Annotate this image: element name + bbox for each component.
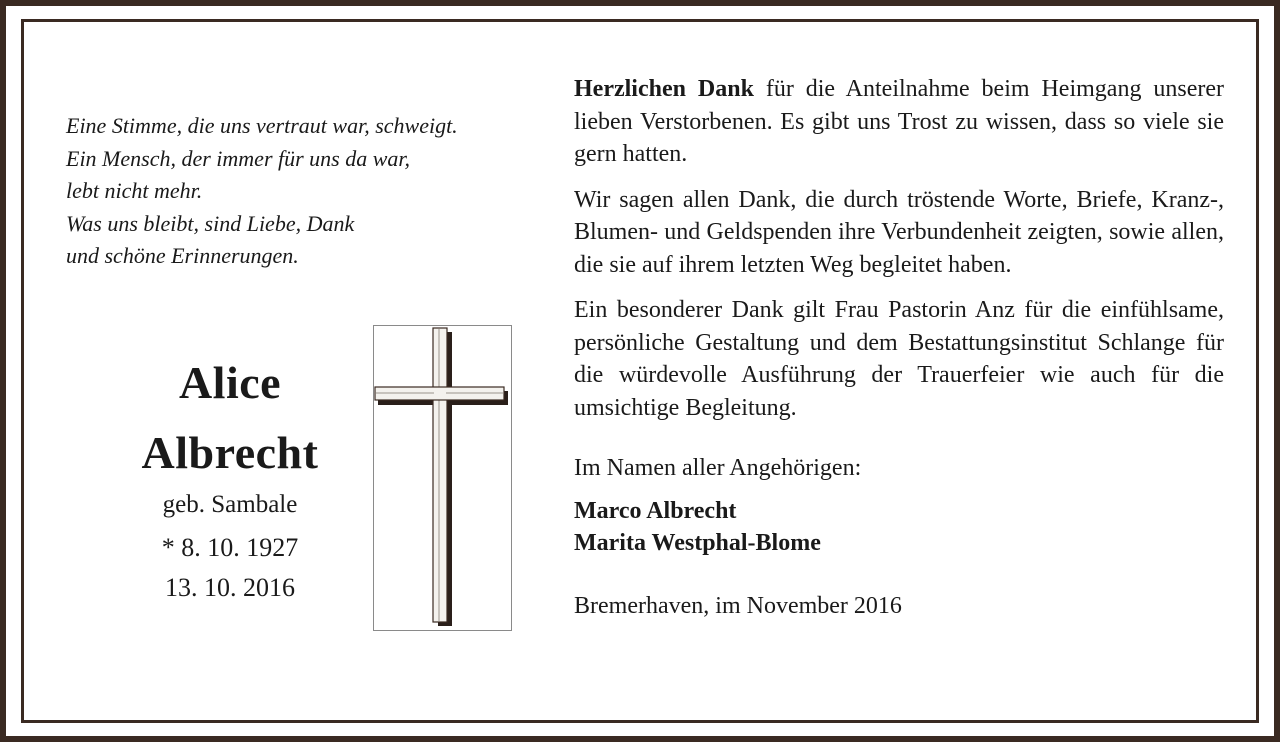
poem-line: Was uns bleibt, sind Liebe, Dank [66,210,355,236]
thanks-paragraph-2: Wir sagen allen Dank, die durch tröstende Worte, Briefe, Kranz-, Blumen- und Geldspenden ihre Verbundenheit zeigten, sowie allen, die sie auf ihrem letzten Weg begleitet haben. [574,186,1224,278]
birth-date: * 8. 10. 1927 [161,533,299,562]
first-name: Alice [178,357,282,408]
signatory-name: Marita Westphal-Blome [574,530,821,556]
thanks-paragraph-3: Ein besonderer Dank gilt Frau Pastorin Anz für die einfühlsame, persönliche Gestaltung und dem Bestattungsinstitut Schlange für die würdevolle Ausführung der Trauerfeier wie auch für die umsichtige Begleitung. [574,297,1224,421]
cross-icon [374,326,511,630]
birth-name: geb. Sambale [162,491,298,518]
obituary-card [21,19,1259,723]
deceased-info [112,348,348,608]
on-behalf-line: Im Namen aller Angehörigen: [574,455,862,481]
signatories [574,495,1224,560]
poem-line: Ein Mensch, der immer für uns da war, [66,145,411,171]
poem-line: Eine Stimme, die uns vertraut war, schweigt. [66,113,458,138]
thanks-paragraph-1-text: für die Anteilnahme beim Heimgang unserer lieben Verstorbenen. Es gibt uns Trost zu wissen, dass so viele sie gern hatten. [574,76,1224,167]
poem-line: und schöne Erinnerungen. [66,243,299,268]
poem-line: lebt nicht mehr. [66,178,203,203]
cross-image [373,325,512,631]
memorial-poem [66,110,566,273]
death-date: 13. 10. 2016 [165,573,295,602]
signatory-name: Marco Albrecht [574,497,737,524]
outer-frame [6,6,1274,736]
place-date: Bremerhaven, im November 2016 [574,592,902,619]
thanks-heading: Herzlichen Dank [574,76,754,102]
thank-you-text [574,73,1224,622]
thanks-paragraph-1 [574,73,1224,171]
last-name: Albrecht [141,427,319,478]
